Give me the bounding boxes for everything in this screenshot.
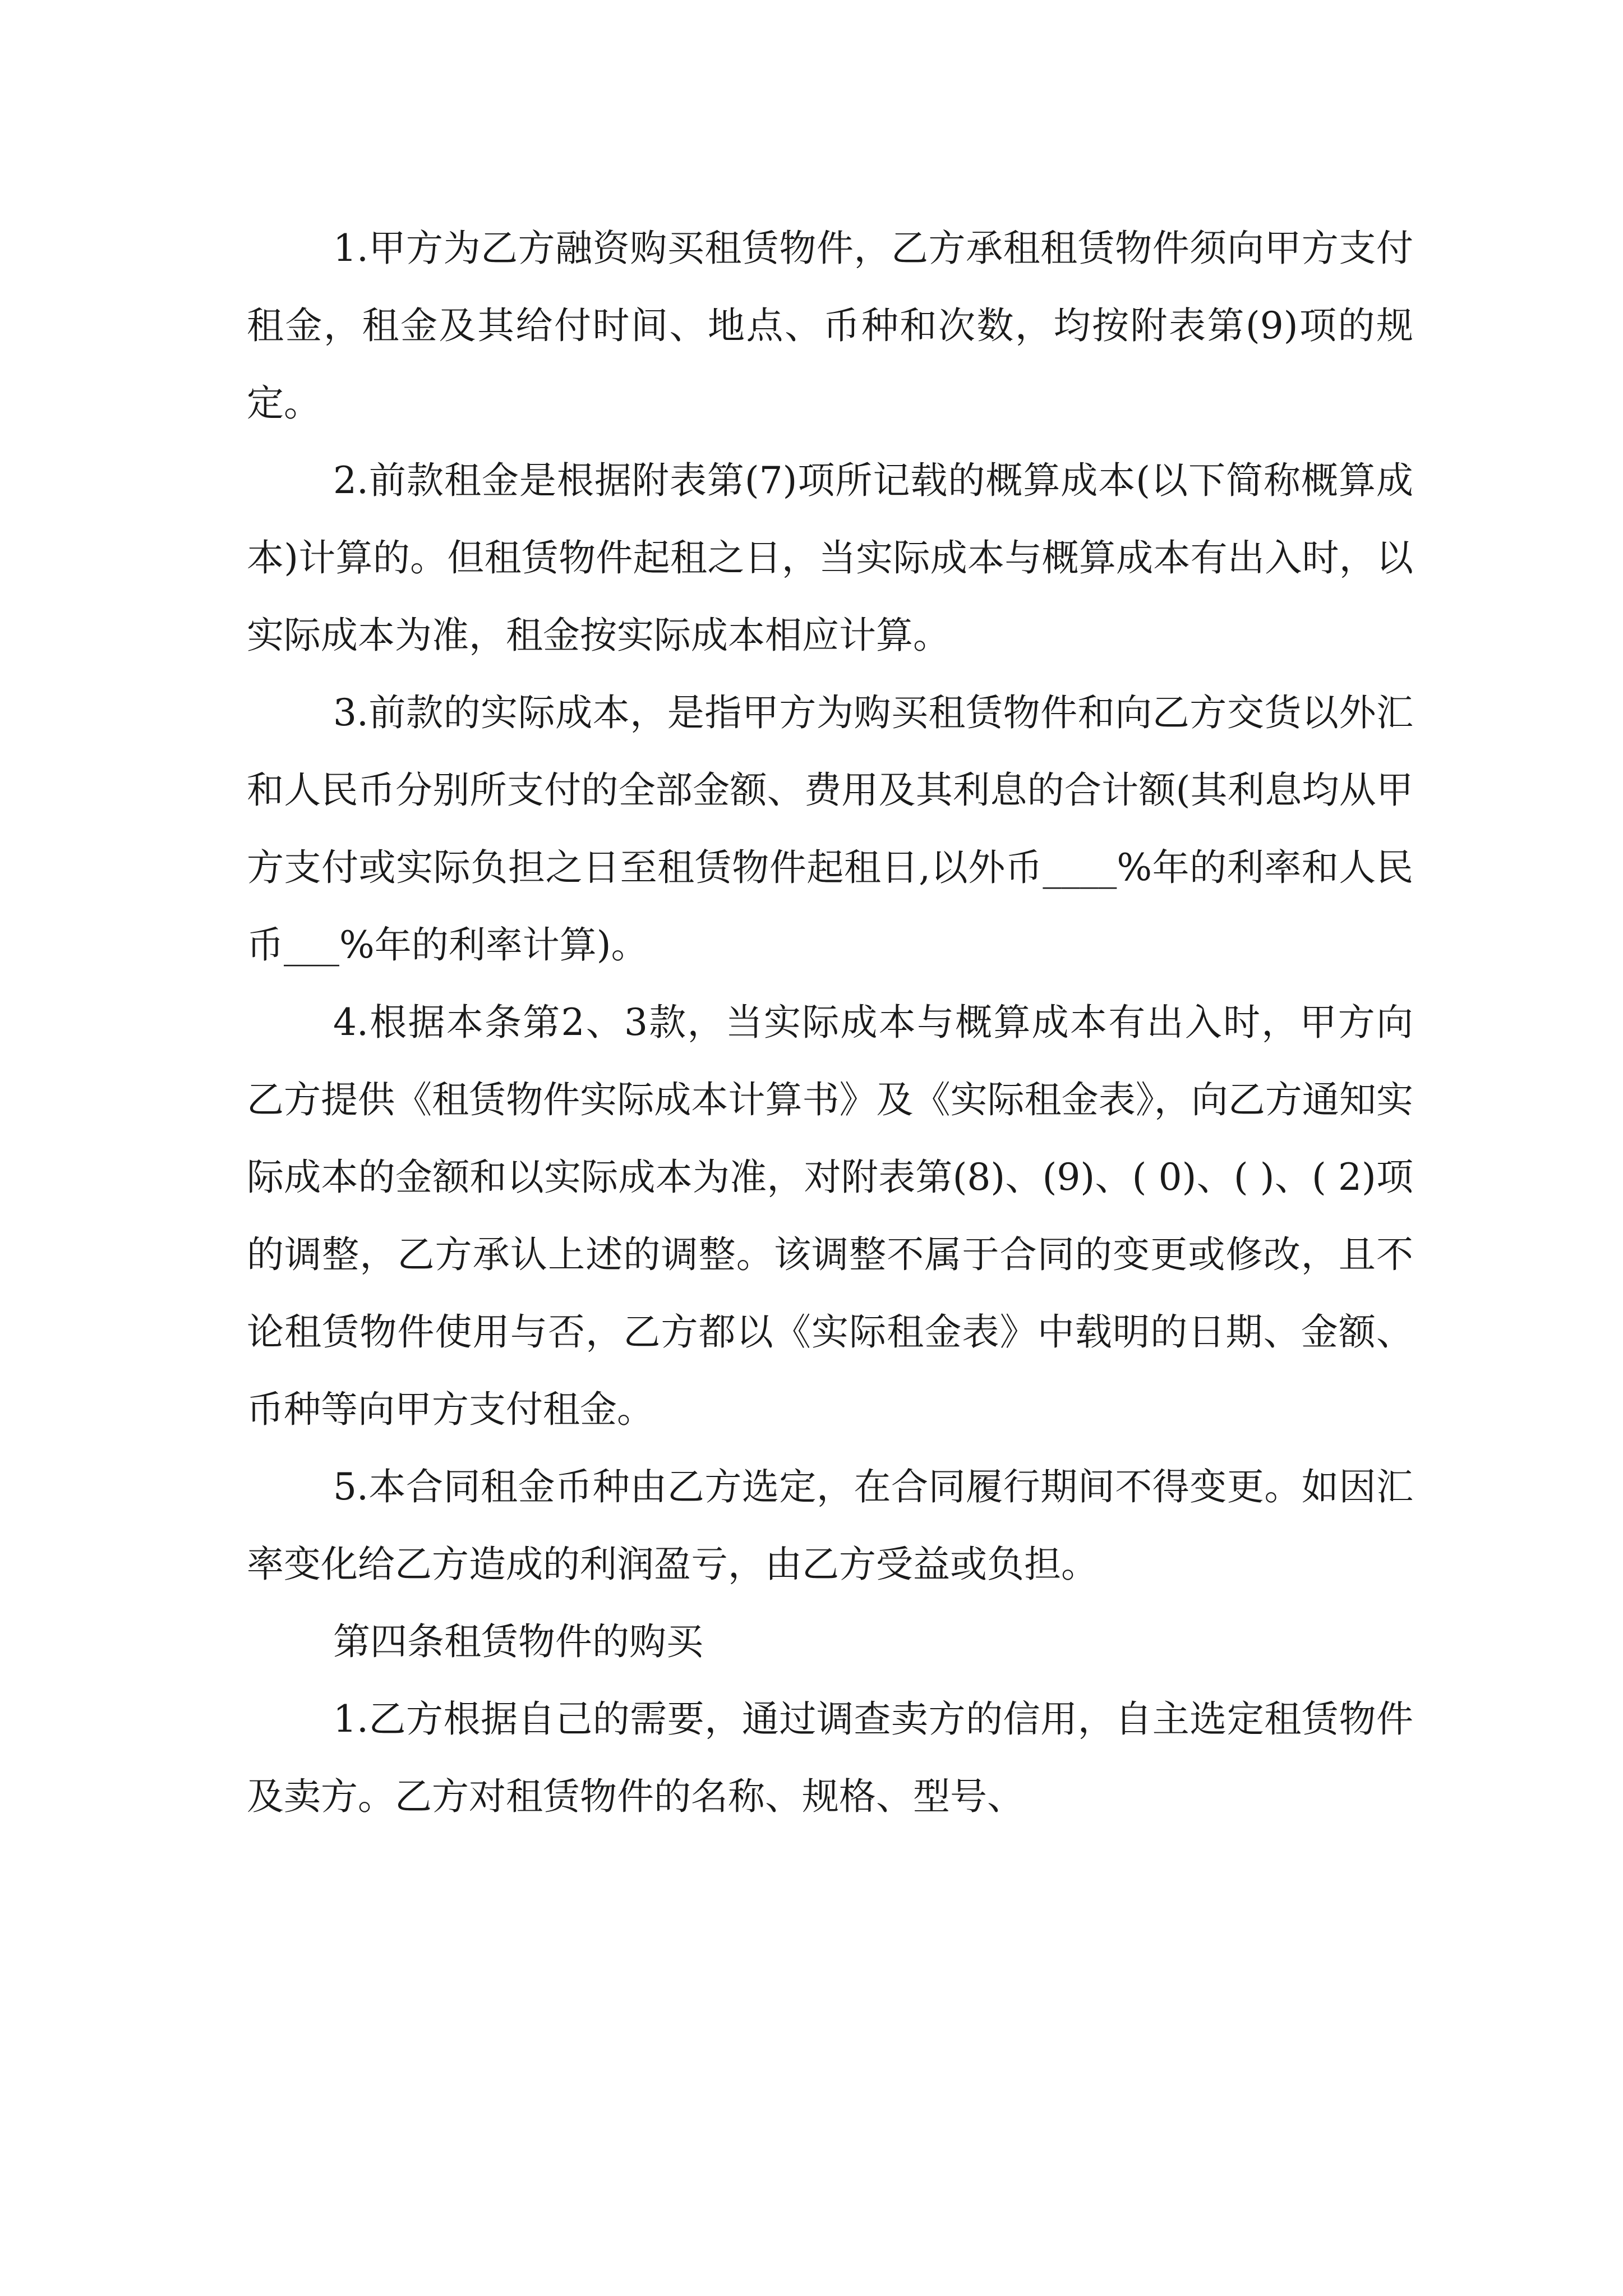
article-heading: 第四条租赁物件的购买 bbox=[333, 1620, 703, 1663]
clause-paragraph-1: 1.甲方为乙方融资购买租赁物件，乙方承租租赁物件须向甲方支付租金，租金及其给付时间、地点、币种和次数，均按附表第(9)项的规定。 bbox=[247, 227, 1413, 425]
clause-paragraph-3: 3.前款的实际成本，是指甲方为购买租赁物件和向乙方交货以外汇和人民币分别所支付的全部金额、费用及其利息的合计额(其利息均从甲方支付或实际负担之日至租赁物件起租日,以外币____%年的利率和人民币___%年的利率计算)。 bbox=[247, 691, 1413, 967]
clause-paragraph-4: 4.根据本条第2、3款，当实际成本与概算成本有出入时，甲方向乙方提供《租赁物件实际成本计算书》及《实际租金表》，向乙方通知实际成本的金额和以实际成本为准，对附表第(8)、(9)、( 0)、( )、( 2)项的调整，乙方承认上述的调整。该调整不属于合同的变更或修改，且不论租赁物件使用与否，乙方都以《实际租金表》中载明的日期、金额、币种等向甲方支付租金。 bbox=[247, 1001, 1413, 1431]
document-body bbox=[247, 210, 1413, 1835]
clause-paragraph-6: 1.乙方根据自己的需要，通过调查卖方的信用，自主选定租赁物件及卖方。乙方对租赁物件的名称、规格、型号、 bbox=[247, 1697, 1413, 1818]
clause-paragraph-2: 2.前款租金是根据附表第(7)项所记载的概算成本(以下简称概算成本)计算的。但租赁物件起租之日，当实际成本与概算成本有出入时，以实际成本为准，租金按实际成本相应计算。 bbox=[247, 459, 1413, 657]
clause-paragraph-5: 5.本合同租金币种由乙方选定，在合同履行期间不得变更。如因汇率变化给乙方造成的利润盈亏，由乙方受益或负担。 bbox=[247, 1465, 1413, 1586]
